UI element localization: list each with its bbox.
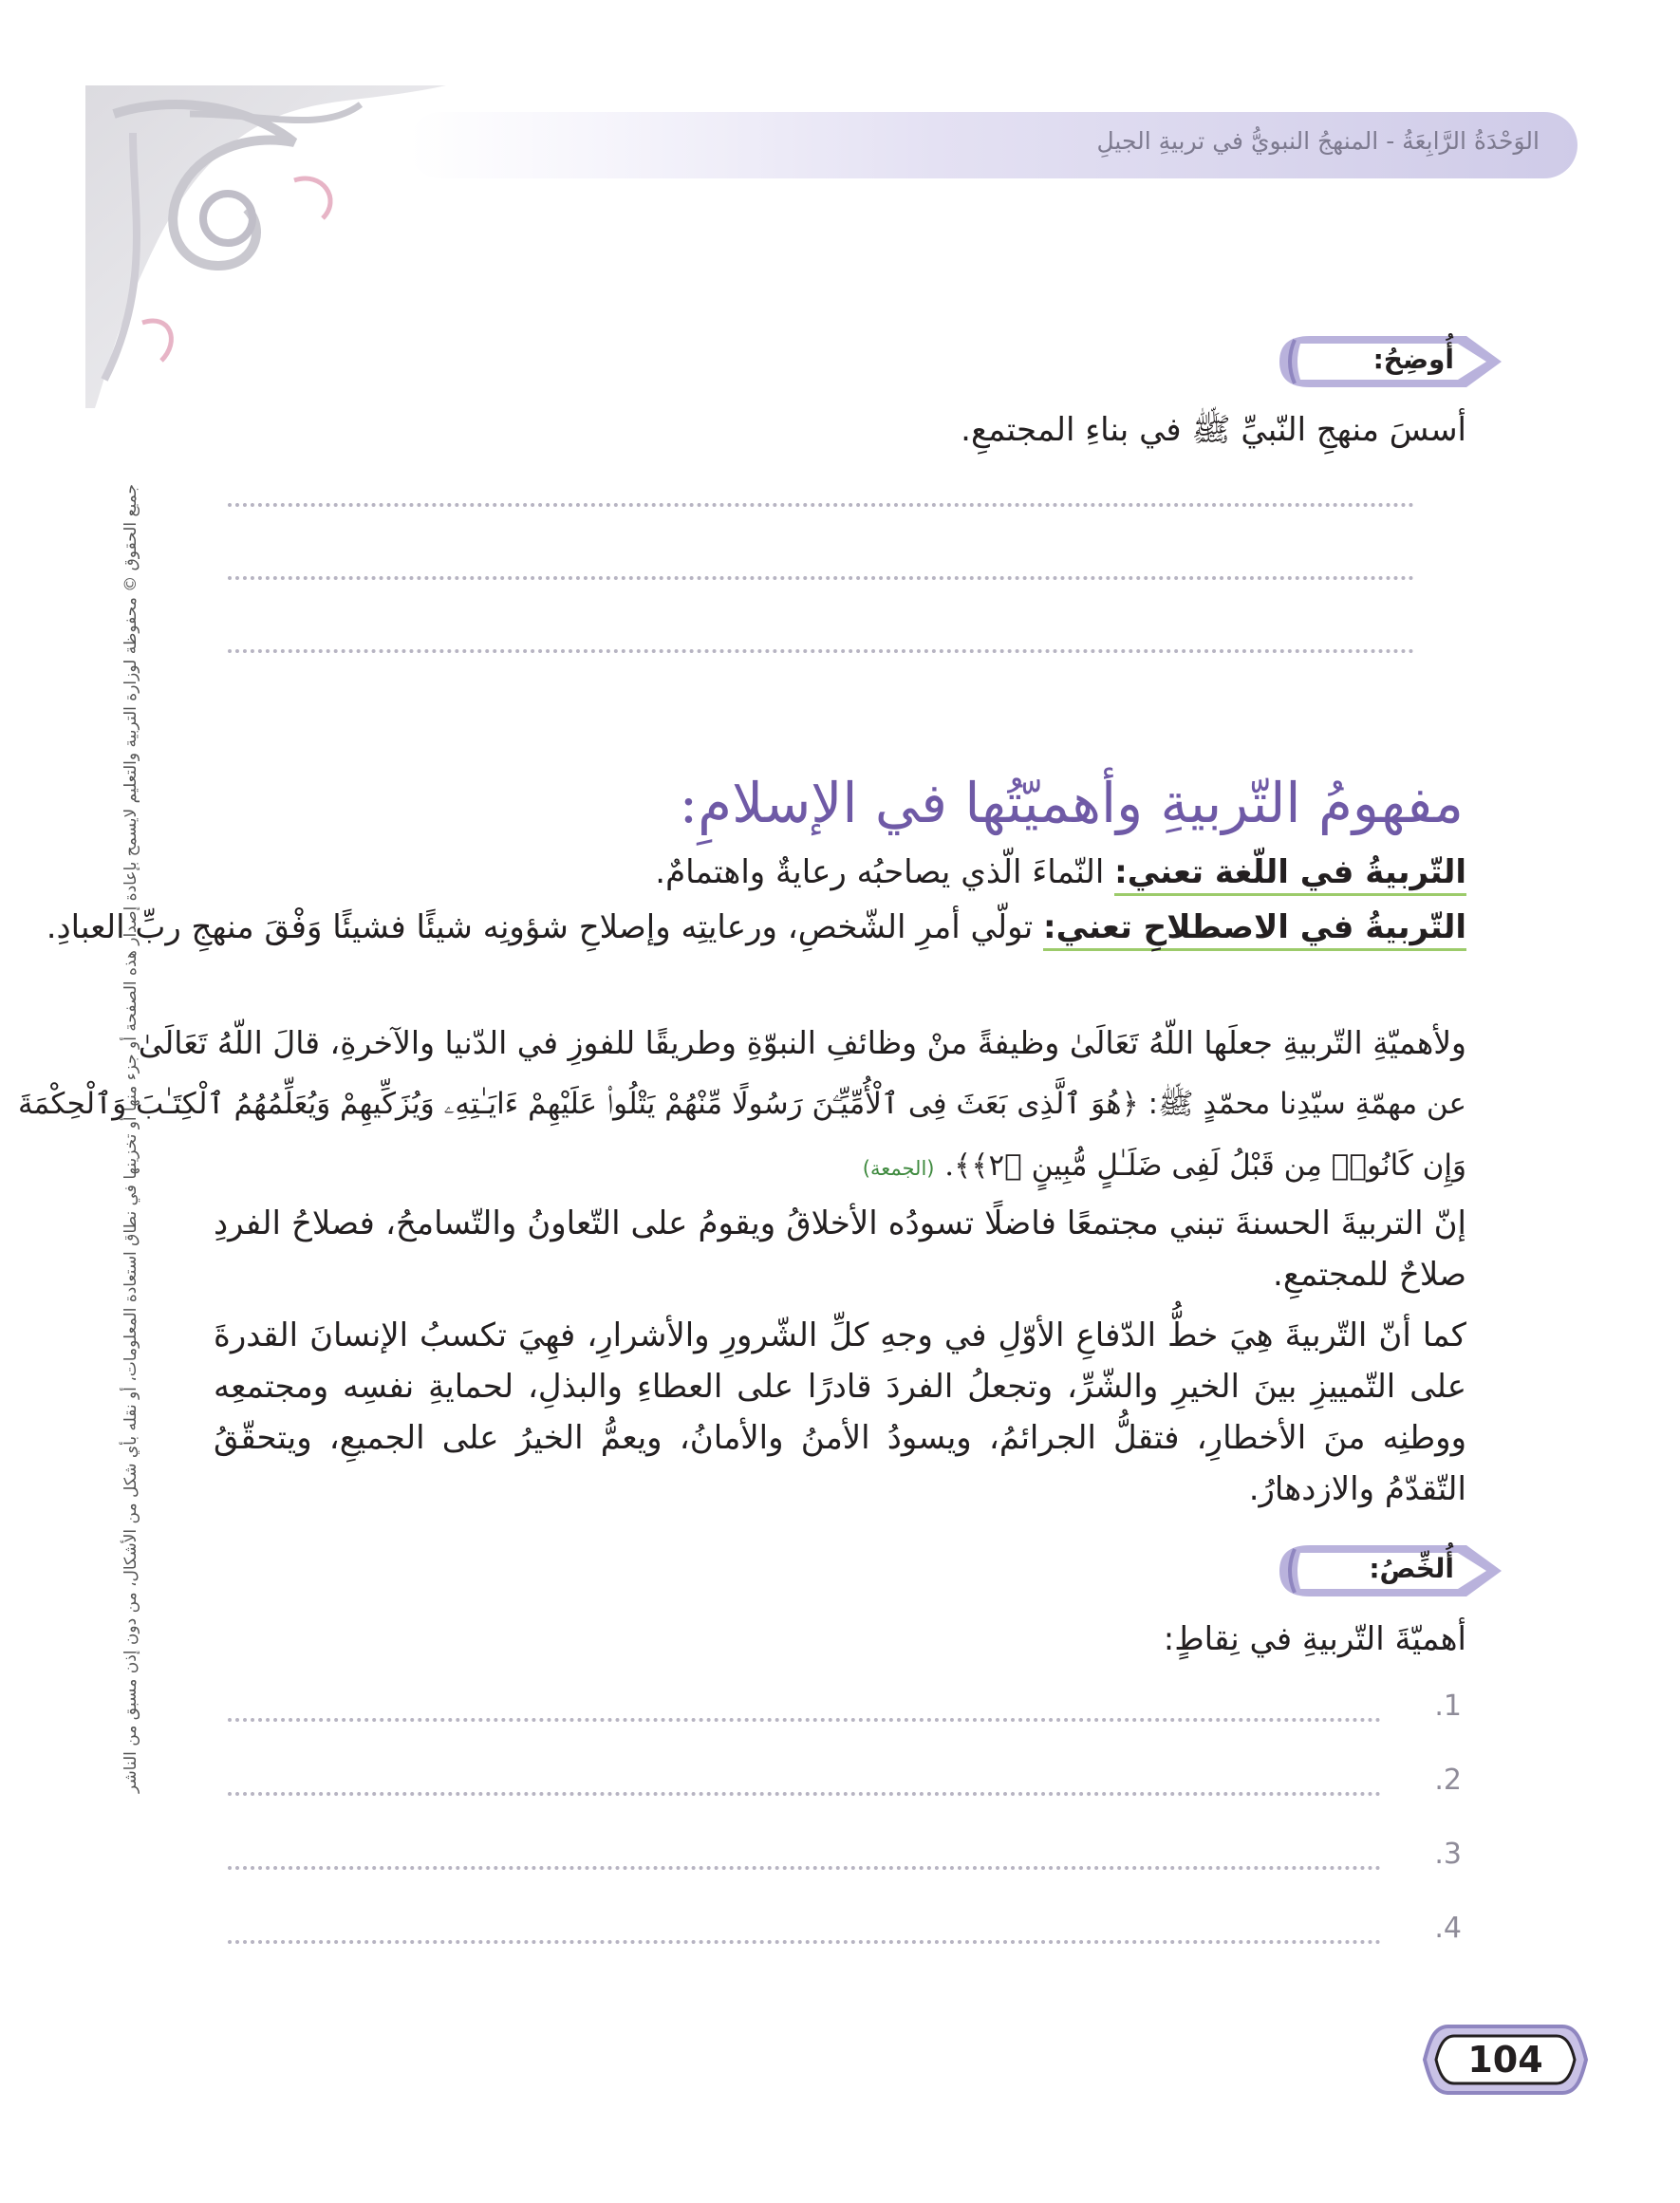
page-number-frame xyxy=(1420,2017,1591,2102)
importance-line-2-start: عن مهمّةِ سيّدِنا محمّدٍ ﷺ: xyxy=(1148,1087,1466,1121)
answer-line-1[interactable] xyxy=(228,503,1414,507)
importance-line-2 xyxy=(18,1078,1466,1130)
summary-item-3-line[interactable] xyxy=(228,1866,1381,1870)
page-number: 104 xyxy=(1467,2039,1543,2081)
summarize-tag xyxy=(1272,1540,1509,1602)
unit-header-title: الوَحْدَةُ الرَّابِعَةُ - المنهجُ النبويُّ في تربيةِ الجيلِ xyxy=(1096,127,1540,155)
term-def-label: التّربيةُ في الاصطلاحِ تعني: xyxy=(1043,908,1466,951)
summarize-tag-label: أُلخِّصُ: xyxy=(1369,1553,1454,1584)
importance-line-3 xyxy=(863,1139,1466,1194)
corner-ornament xyxy=(76,76,456,418)
verse-part-1: ﴿هُوَ ٱلَّذِى بَعَثَ فِى ٱلْأُمِّيِّـۧنَ رَسُولًا مِّنْهُمْ يَتْلُوا۟ عَلَيْهِمْ ءَايَـٰتِهِۦ وَيُزَكِّيهِمْ وَيُعَلِّمُهُمُ ٱلْكِتَـٰبَ وَٱلْحِكْمَةَ xyxy=(17,1087,1139,1121)
explain-tag xyxy=(1272,330,1509,393)
summary-item-4-number: .4 xyxy=(1434,1912,1462,1945)
paragraph-defense: كما أنّ التّربيةَ هِيَ خطُّ الدّفاعِ الأوّلِ في وجهِ كلِّ الشّرورِ والأشرارِ، فهِيَ تكسبُ الإنسانَ القدرةَ على التّمييزِ بينَ الخيرِ والشّرِّ، وتجعلُ الفردَ قادرًا على العطاءِ والبذلِ، لحمايةِ نفسِه ومجتمعِه ووطنِه منَ الأخطارِ، فتقلُّ الجرائمُ، ويسودُ الأمنُ والأمانُ، ويعمُّ الخيرُ على الجميعِ، ويتحقّقُ التّقدّمُ والازدهارُ. xyxy=(214,1316,1466,1508)
importance-line-1: ولأهميّةِ التّربيةِ جعلَها اللّهُ تَعَالَىٰ وظيفةً منْ وظائفِ النبوّةِ وطريقًا للفوزِ في الدّنيا والآخرةِ، قالَ اللّهُ تَعَالَىٰ xyxy=(138,1024,1466,1061)
explain-prompt: أسسَ منهجِ النّبيِّ ﷺ في بناءِ المجتمعِ. xyxy=(961,411,1466,449)
term-definition xyxy=(47,902,1466,953)
answer-line-3[interactable] xyxy=(228,649,1414,653)
side-copyright: جميع الحقوق © محفوظة لوزارة التربية والتعليم لايسمح بإعادة إصدار هذه الصفحة أو جزء منها أو تخزينها في نطاق استعادة المعلومات، أو نقله بأي شكل من الأشكال، من دون إذن مسبق من الناشر xyxy=(121,484,140,1793)
summary-item-1[interactable] xyxy=(228,1690,1462,1727)
summary-item-1-line[interactable] xyxy=(228,1718,1381,1722)
summary-item-2-line[interactable] xyxy=(228,1792,1381,1796)
paragraph-society: إنّ التربيةَ الحسنةَ تبني مجتمعًا فاضلًا تسودُه الأخلاقُ ويقومُ على التّعاونُ والتّسامحُ، فصلاحُ الفردِ صلاحٌ للمجتمعِ. xyxy=(214,1204,1466,1294)
explain-tag-label: أُوضِحُ: xyxy=(1372,344,1454,375)
section-title: مفهومُ التّربيةِ وأهميّتُها في الإسلامِ: xyxy=(679,771,1464,835)
summary-item-1-number: .1 xyxy=(1434,1690,1462,1723)
summary-item-3[interactable] xyxy=(228,1838,1462,1876)
summary-item-4[interactable] xyxy=(228,1912,1462,1950)
lang-def-label: التّربيةُ في اللّغة تعني: xyxy=(1114,853,1466,896)
lang-def-text: النّماءَ الّذي يصاحبُه رعايةٌ واهتمامٌ. xyxy=(655,853,1105,891)
unit-header-bar xyxy=(408,112,1577,178)
summary-item-4-line[interactable] xyxy=(228,1940,1381,1944)
term-def-text: تولّي أمرِ الشّخصِ، ورعايتِه وإصلاحِ شؤونِه شيئًا فشيئًا وَفْقَ منهجِ ربِّ العبادِ. xyxy=(46,908,1034,946)
answer-line-2[interactable] xyxy=(228,576,1414,580)
verse-part-2: وَإِن كَانُوا۟ مِن قَبْلُ لَفِى ضَلَـٰلٍ مُّبِينٍ ﴿٢﴾﴾. xyxy=(944,1148,1466,1183)
lang-definition xyxy=(655,847,1466,898)
summary-item-2[interactable] xyxy=(228,1764,1462,1802)
summary-item-2-number: .2 xyxy=(1434,1764,1462,1797)
surah-reference: (الجمعة) xyxy=(862,1157,935,1180)
summarize-prompt: أهميّةَ التّربيةِ في نِقاطٍ: xyxy=(1163,1620,1466,1658)
summary-item-3-number: .3 xyxy=(1434,1838,1462,1871)
